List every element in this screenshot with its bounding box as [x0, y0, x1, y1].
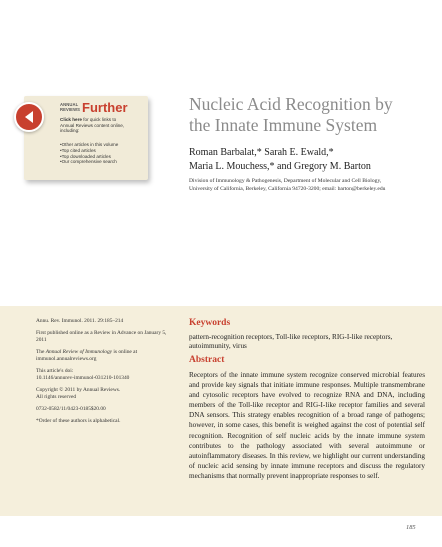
citation: Annu. Rev. Immunol. 2011. 29:185–214	[36, 318, 124, 324]
logo-reviews: REVIEWS	[60, 106, 81, 112]
first-published: First published online as a Review in Advance on January 5, 2011	[36, 330, 167, 343]
click-here-link[interactable]: Click here	[60, 117, 82, 122]
authors-line1: Roman Barbalat,* Sarah E. Ewald,*	[189, 147, 334, 158]
online-suffix[interactable]: is online at immunol.annualreviews.org	[36, 349, 138, 362]
left-arrow-icon	[22, 109, 38, 125]
title-line1: Nucleic Acid Recognition by	[189, 94, 393, 114]
doi-block	[36, 368, 170, 382]
further-badge[interactable]	[14, 102, 44, 132]
further-link-top-downloaded[interactable]: • Top downloaded articles	[60, 154, 146, 160]
article-metadata-sidebar	[36, 318, 170, 430]
further-link-search[interactable]: • Our comprehensive search	[60, 159, 146, 165]
doi-value[interactable]: 10.1146/annurev-immunol-031210-101340	[36, 375, 130, 381]
abstract-heading: Abstract	[189, 355, 225, 365]
online-prefix: The	[36, 349, 46, 355]
affiliation-line1: Division of Immunology & Pathogenesis, Department of Molecular and Cell Biology,	[189, 178, 382, 184]
intro-line1: for quick links to	[81, 117, 117, 122]
abstract-text: Receptors of the innate immune system recognize conserved microbial features and provide key signals that initiate immune responses. Multiple transmembrane and cytosolic receptors have evolved to recognize RNA and DNA, including members of the Toll-like receptor and RIG-I-like receptor families and several DNA sensors. This strategy enables recognition of a broad range of pathogens; however, in some cases, this benefit is weighed against the cost of potential self recognition. Recognition of self nucleic acids by the innate immune system contributes to the pathology associated with several autoimmune or autoinflammatory diseases. In this review, we highlight our current understanding of nucleic acid sensing by innate immune receptors and discuss the regulatory mechanisms that normally prevent inappropriate responses to self.	[189, 371, 425, 480]
further-link-top-cited[interactable]: • Top cited articles	[60, 148, 146, 154]
authors-line2: Maria L. Mouchess,* and Gregory M. Barton	[189, 160, 371, 172]
copyright: Copyright © 2011 by Annual Reviews.	[36, 387, 121, 393]
author-order-footnote: *Order of these authors is alphabetical.	[36, 418, 121, 424]
further-intro	[60, 117, 146, 134]
keywords-heading: Keywords	[189, 318, 231, 328]
journal-name: Annual Review of Immunology	[45, 349, 113, 355]
further-link-other-articles[interactable]: • Other articles in this volume	[60, 142, 146, 148]
logo-further: Further	[82, 100, 128, 115]
rights: All rights reserved	[36, 394, 77, 400]
annual-reviews-further-box[interactable]	[24, 96, 148, 180]
doi-label: This article's doi:	[36, 368, 74, 374]
intro-line2: Annual Reviews content online,	[60, 122, 125, 128]
issn: 0732-0582/11/0423-0185$20.00	[36, 406, 106, 412]
keywords-text: pattern-recognition receptors, Toll-like receptors, RIG-I-like receptors, autoimmunity, virus	[189, 333, 393, 350]
article-title	[189, 94, 425, 136]
further-links-list	[60, 142, 146, 165]
logo-annual: ANNUAL	[60, 101, 79, 107]
article-authors	[189, 146, 429, 173]
affiliation-line2: University of California, Berkeley, California 94720-3200; email: barton@berkeley.edu	[189, 185, 386, 192]
online-location	[36, 349, 170, 363]
intro-line3: including:	[60, 128, 80, 134]
page-number: 185	[406, 524, 416, 531]
further-logo	[60, 101, 128, 114]
title-line2: the Innate Immune System	[189, 115, 378, 135]
article-affiliation	[189, 178, 429, 194]
